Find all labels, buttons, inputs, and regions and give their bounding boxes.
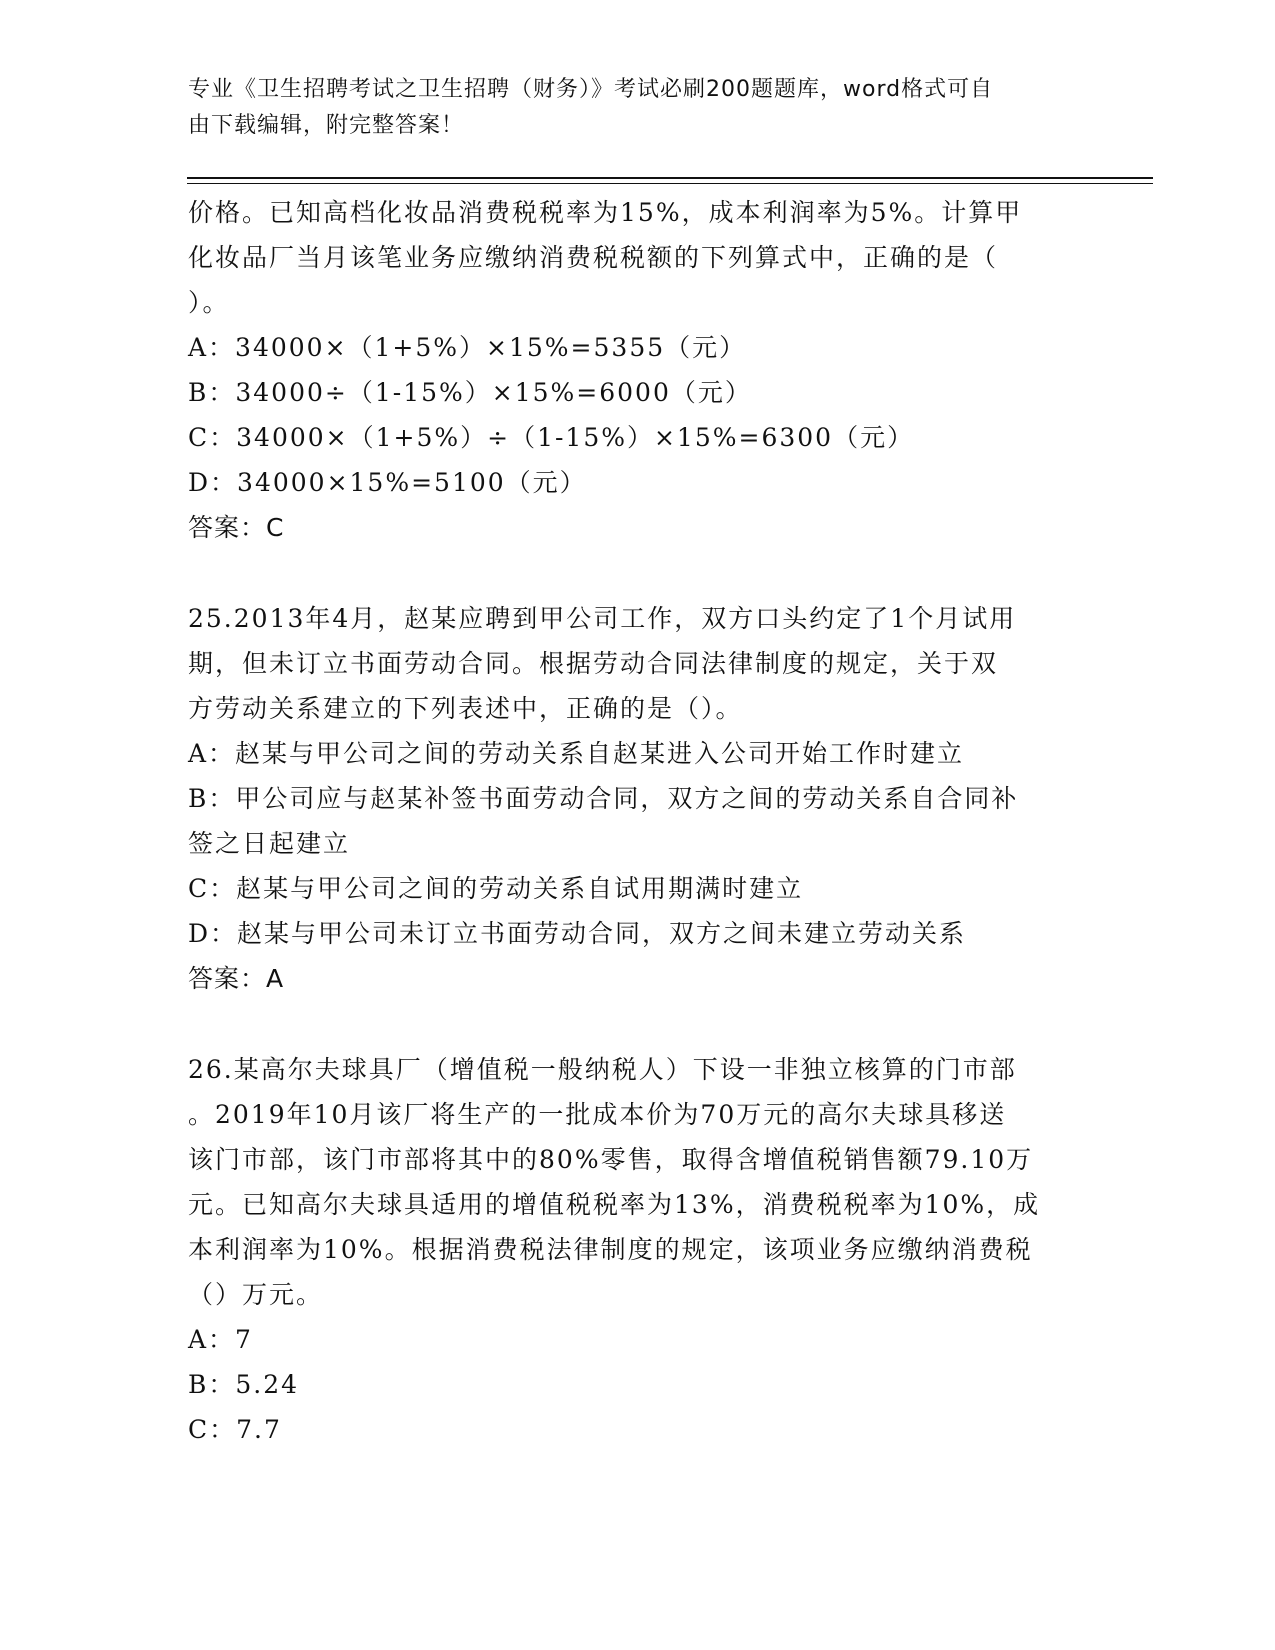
option-b: B：34000÷（1-15%）×15%=6000（元） [188,378,752,407]
option-d: D：赵某与甲公司未订立书面劳动合同，双方之间未建立劳动关系 [188,919,967,948]
question-stem-line: 期，但未订立书面劳动合同。根据劳动合同法律制度的规定，关于双 [188,649,999,678]
header-line-1: 专业《卫生招聘考试之卫生招聘（财务）》考试必刷200题题库，word格式可自 [188,77,994,102]
option-a: A：赵某与甲公司之间的劳动关系自赵某进入公司开始工作时建立 [188,739,965,768]
option-a: A：34000×（1+5%）×15%=5355（元） [188,333,747,362]
question-25 [188,596,1088,1001]
header-divider-thick [187,177,1153,179]
option-b-continued: 签之日起建立 [188,829,351,858]
option-c: C：34000×（1+5%）÷（1-15%）×15%=6300（元） [188,423,915,452]
question-stem-line: 26.某高尔夫球具厂（增值税一般纳税人）下设一非独立核算的门市部 [188,1055,1017,1084]
question-stem-line: 化妆品厂当月该笔业务应缴纳消费税税额的下列算式中，正确的是（ [188,243,999,272]
option-b: B：5.24 [188,1370,300,1399]
spacer [188,1001,1088,1047]
option-c: C：7.7 [188,1415,282,1444]
spacer [188,550,1088,596]
question-26 [188,1047,1088,1452]
option-b: B：甲公司应与赵某补签书面劳动合同，双方之间的劳动关系自合同补 [188,784,1019,813]
option-d: D：34000×15%=5100（元） [188,468,587,497]
question-stem-line: 该门市部，该门市部将其中的80%零售，取得含增值税销售额79.10万 [188,1145,1034,1174]
document-header [188,72,1068,144]
question-stem-line: 价格。已知高档化妆品消费税税率为15%，成本利润率为5%。计算甲 [188,198,1023,227]
answer-label: 答案：A [188,964,285,993]
question-stem-line: 方劳动关系建立的下列表述中，正确的是（）。 [188,694,743,723]
question-stem-line: 元。已知高尔夫球具适用的增值税税率为13%，消费税税率为10%，成 [188,1190,1041,1219]
question-stem-line: （）万元。 [188,1280,324,1309]
question-stem-line: 本利润率为10%。根据消费税法律制度的规定，该项业务应缴纳消费税 [188,1235,1033,1264]
option-c: C：赵某与甲公司之间的劳动关系自试用期满时建立 [188,874,804,903]
header-divider-thin [187,183,1153,184]
question-stem-line: ）。 [188,288,230,317]
header-line-2: 由下载编辑，附完整答案！ [188,113,465,138]
question-list [188,190,1088,1452]
option-a: A：7 [188,1325,253,1354]
question-stem-line: 25.2013年4月，赵某应聘到甲公司工作，双方口头约定了1个月试用 [188,604,1017,633]
question-stem-line: 。2019年10月该厂将生产的一批成本价为70万元的高尔夫球具移送 [188,1100,1007,1129]
answer-label: 答案：C [188,513,285,542]
question-24 [188,190,1088,550]
